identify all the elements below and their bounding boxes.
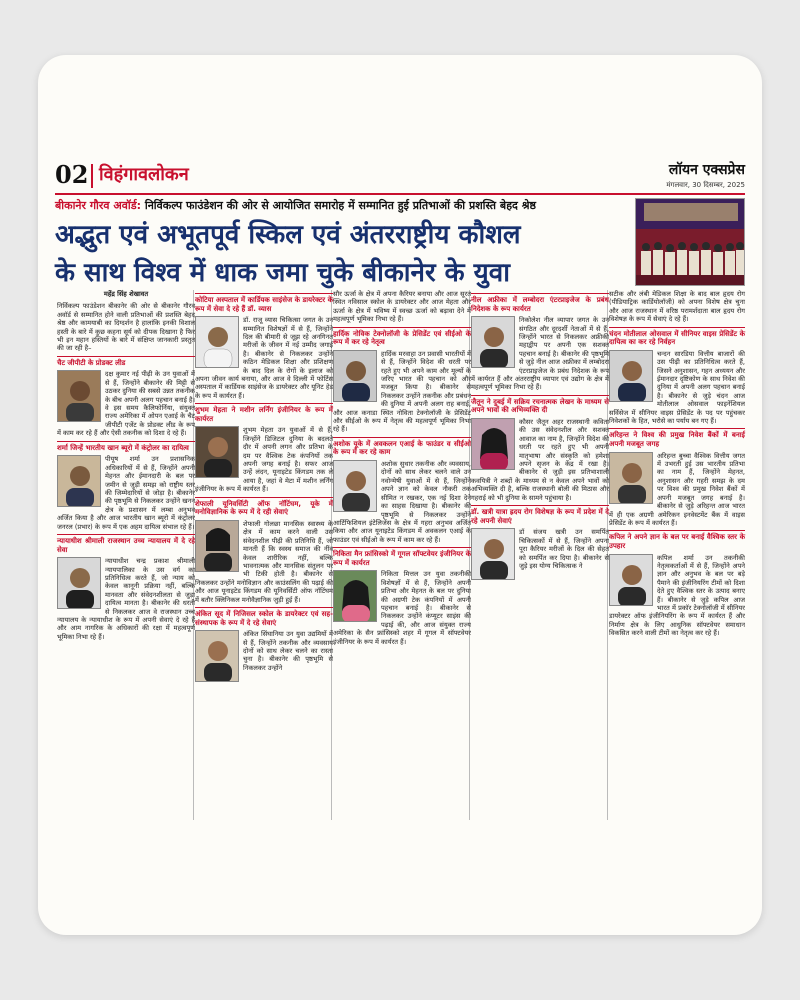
portrait-photo [333, 570, 377, 622]
section-title: विहंगावलोकन [99, 164, 189, 185]
portrait-photo [195, 426, 239, 478]
portrait-photo [57, 370, 101, 422]
story-text: निकोलेश नील व्यापार जगत के उन संगठित और दूरदर्शी नेताओं में से हैं, जिन्होंने भारत से निकलकर अफ्रीकी महाद्वीप पर अपनी एक सशक्त पहचान बनाई है। बीकानेर की पृष्ठभूमि से जुड़े नील आज अफ्रीका में लम्बोदरा एंटरप्राइजेज के प्रबंध निदेशक के रूप में कार्यरत हैं और अंतरराष्ट्रीय व्यापार एवं उद्योग के क्षेत्र में महत्वपूर्ण भूमिका निभा रहे हैं। [471, 316, 609, 392]
masthead-divider [91, 164, 93, 188]
story-heading: हार्दिक नोविक टेक्नोलॉजी के प्रेसिडेंट एवं सीईओ के रूप में कर रहे नेतृत्व [333, 327, 471, 347]
story-text: शुभम मेहता उन युवाओं में से हैं, जिन्होंने डिजिटल दुनिया के बदलते दौर में अपनी लगन और प्रतिभा के दम पर वैश्विक टेक कंपनियों तक अपनी जगह बनाई है। सफर आज उन्हें लंदन, यूनाइटेड किंगडम तक ले आया है, जहां वे मेटा में मशीन लर्निंग इंजीनियर के रूप में कार्यरत हैं। [195, 426, 333, 494]
byline: महेंद्र सिंह शेखावत [103, 290, 149, 298]
story [57, 370, 195, 437]
continued-text: सटीक और लंबी मेडिकल शिक्षा के बाद बाल हृदय रोग (पीडियाट्रिक कार्डियोलॉजी) को अपना विशेष क्षेत्र चुना और आज राजस्थान में वरिष्ठ परामर्शदाता बाल हृदय रोग विशेषज्ञ के रूप में सेवाएं दे रहे हैं। [609, 290, 745, 324]
story [471, 528, 609, 582]
story-heading: शेफाली यूनिवर्सिटी ऑफ नॉटिंघम, यूके में मनोविज्ञानिक के रूप में दे रही सेवाएं [195, 497, 333, 517]
story [333, 570, 471, 646]
story-heading: शर्मा जिन्हें भारतीय खान ब्यूरो में कंट्रोलर का दायित्व [57, 441, 195, 453]
portrait-photo [609, 350, 653, 402]
masthead [55, 160, 745, 192]
kicker-label: बीकानेर गौरव अवॉर्ड: [55, 199, 141, 212]
story-heading: निकिता मैन फ्रांसिस्को में गूगल सॉफ्टवेयर इंजीनियर के रूप में कार्यरत [333, 547, 471, 567]
story-heading: अंकित सूद में निजिसल स्कोल के डायरेक्टर एवं सह-संस्थापक के रूप में दे रहे सेवाएं [195, 607, 333, 627]
portrait-photo [609, 554, 653, 606]
story-text: हार्दिक मरवाहा उन प्रवासी भारतीयों में से हैं, जिन्होंने विदेश की धरती पर रहते हुए भी अपने काम और मूल्यों के जरिए भारत की पहचान को और मजबूत किया है। बीकानेर से निकलकर उन्होंने तकनीक और प्रबंधन की दुनिया में अपनी अलग राह बनाई, और आज कनाडा स्थित नोविता टेक्नोलॉजी के प्रेसिडेंट और सीईओ के रूप में नेतृत्व की महत्वपूर्ण भूमिका निभा रहे हैं। [333, 349, 471, 434]
story [609, 452, 745, 528]
story [333, 350, 471, 434]
column-3 [333, 290, 471, 648]
intro-text: निर्विकल्प फाउंडेशन बीकानेर की ओर से बीकानेर गौरव अवॉर्ड से सम्मानित होने वाली प्रतिभाओं की प्रशस्ति बेहद श्रेष्ठ और कामयाबी का दिग्दर्शन है हालांकि इनकी विशाल हस्ती के बारे में कुछ कहना सूर्य को दीपक दिखाना है फिर भी इन महान हस्तियों के बारे में संक्षिप्त जानकारी प्रस्तुत की जा रही है– [57, 302, 195, 353]
page-number: 02 [55, 160, 89, 189]
portrait-photo [57, 557, 101, 609]
story-text: कौसर जैतून अहर राजस्थानी कविता की उस संवेदनशील और सशक्त आवाज का नाम है, जिन्होंने विदेश की धरती पर रहते हुए भी अपनी मातृभाषा और संस्कृति को हमेशा अपने सृजन के केंद्र में रखा है। बीकानेर से जुड़ी इस प्रतिभाशाली कवयित्री ने शब्दों के माध्यम से न केवल अपने भावों को अभिव्यक्ति दी है, बल्कि राजस्थानी बोली की मिठास और गहराई को भी दुनिया के सामने पहुंचाया है। [471, 418, 609, 502]
portrait-photo [195, 520, 239, 572]
story [609, 554, 745, 638]
story [471, 316, 609, 392]
story [471, 418, 609, 502]
portrait-photo [609, 452, 653, 504]
story-text: कपिल शर्मा उन तकनीकी नेतृत्वकर्ताओं में से हैं, जिन्होंने अपने ज्ञान और अनुभव के बल पर बड़े पैमाने की इंजीनियरिंग टीमों को दिशा देते हुए वैश्विक स्तर के उत्पाद बनाए हैं। बीकानेर से जुड़े कपिल आज भारत में प्रकॉर टेक्नोलॉजी में सीनियर डायरेक्टर ऑफ इंजीनियरिंग के रूप में कार्यरत हैं और निर्माण क्षेत्र के लिए आधुनिक सॉफ्टवेयर समाधान विकसित करने वाली टीमों का नेतृत्व कर रहे हैं। [609, 553, 745, 638]
continued-text: सौर ऊर्जा के क्षेत्र में अपना कैरियर बनाया और आज सूरत स्थित नविसाल स्कोल के डायरेक्टर और आज मेहता और ऊर्जा के क्षेत्र में भविष्य में स्वच्छ ऊर्जा को बढ़ावा देने में महत्वपूर्ण भूमिका निभा रहे हैं। [333, 290, 471, 324]
column-1 [57, 290, 195, 643]
story-heading: जैतून ने दुबई में सक्रिय रचनात्मक लेखन के माध्यम से अपने भावों की अभिव्यक्ति दी [471, 395, 609, 415]
portrait-photo [471, 316, 515, 368]
newspaper-brand: लॉयन एक्सप्रेस [668, 162, 745, 178]
story-text: निकिता मित्तल उन युवा तकनीकी विशेषज्ञों में से हैं, जिन्होंने अपनी प्रतिभा और मेहनत के बल पर दुनिया की अग्रणी टेक कंपनियों में अपनी पहचान बनाई है। बीकानेर से निकलकर उन्होंने कंप्यूटर साइंस की पढ़ाई की, और आज संयुक्त राज्य अमेरिका के सैन फ्रांसिस्को शहर में गूगल में सॉफ्टवेयर इंजीनियर के रूप में कार्यरत हैं। [333, 570, 471, 646]
story-text: अंकित सिंघानिया उन युवा उद्यमियों में से हैं, जिन्होंने तकनीक और व्यवसाय दोनों को साथ लेकर चलने का रास्ता चुना है। बीकानेर की पृष्ठभूमि से निकलकर उन्होंने [243, 630, 333, 672]
masthead-rule [55, 193, 745, 195]
story [609, 350, 745, 426]
main-headline [55, 216, 630, 292]
kicker-text: निर्विकल्प फाउंडेशन की ओर से आयोजित समारोह में सम्मानित हुई प्रतिभाओं की प्रशस्ति बेहद श्रेष्ठ [144, 199, 536, 212]
story-heading: चैट जीपीटी के प्रोडक्ट लीड [57, 356, 195, 368]
portrait-photo [333, 460, 377, 512]
story-heading: अशोक यूके में अवकलन एआई के फाउंडर व सीईओ के रूप में कर रहे काम [333, 437, 471, 457]
story [195, 630, 333, 684]
story-text: दक्ष कुमार नई पीढ़ी के उन युवाओं में से हैं, जिन्होंने बीकानेर की मिट्टी से उठकर दुनिया की सबसे उन्नत तकनीक के बीच अपनी अलग पहचान बनाई है। वे इस समय कैलिफोर्निया, संयुक्त राज्य अमेरिका में ओपन एआई के चैट जीपीटी एजेंट के प्रोडक्ट लीड के रूप में काम कर रहे हैं और ऐसी तकनीक को दिशा दे रहे हैं। [57, 370, 195, 438]
story [195, 316, 333, 400]
story-heading: कोटिया अस्पताल में कार्डियक साइंसेज के डायरेक्टर के रूप में सेवा दे रहे हैं डॉ. व्यास [195, 293, 333, 313]
kicker [55, 198, 635, 213]
story-heading: अरिहन्त ने विश्व की प्रमुख निवेश बैंकों में बनाई अपनी मजबूत जगह [609, 428, 745, 448]
column-2 [195, 290, 333, 686]
story [57, 557, 195, 641]
story [195, 520, 333, 604]
column-4 [471, 290, 609, 584]
story-heading: चंदन मोतीलाल ओसवाल में सीनियर वाइस प्रेसिडेंट के दायित्व का कर रहे निर्वहन [609, 327, 745, 347]
portrait-photo [471, 528, 515, 580]
story-text: चन्दन सारडिया वित्तीय बाजारों की उस पीढ़ी का प्रतिनिधित्व करते हैं, जिसने अनुशासन, गहन अध्ययन और ईमानदार दृष्टिकोण के साथ निवेश की दुनिया में अपनी अलग पहचान बनाई है। बीकानेर से जुड़े चंदन आज मोतीलाल ओसवाल फाइनेंशियल सर्विसेज में सीनियर वाइस प्रेसिडेंट के पद पर पहुंचकर निवेशकों के हित, भरोसे का पर्याय बन गए हैं। [609, 349, 745, 426]
portrait-photo [57, 455, 101, 507]
column-5 [609, 290, 745, 640]
story-text: शेफाली गोलछा मानसिक स्वास्थ्य के क्षेत्र में काम करने वाली उस संवेदनशील पीढ़ी की प्रतिनिधि हैं, जो मानती हैं कि स्वस्थ समाज की नींव केवल शारीरिक नहीं, बल्कि भावनात्मक और मानसिक संतुलन पर भी टिकी होती है। बीकानेर से निकलकर उन्होंने मनोविज्ञान और काउंसलिंग की पढ़ाई की और आज यूनाइटेड किंगडम की यूनिवर्सिटी ऑफ नॉटिंघम में बतौर क्लिनिकल मनोवैज्ञानिक जुड़ी हुई हैं। [195, 519, 333, 604]
issue-date: मंगलवार, 30 दिसम्बर, 2025 [666, 181, 745, 189]
story [195, 426, 333, 493]
story-text: डॉ. राजू व्यास चिकित्सा जगत के उन सम्मानित विशेषज्ञों में से हैं, जिन्होंने दिल की बीमारी से जूझ रहे अनगिनत मरीजों के जीवन में नई उम्मीद जगाई है। बीकानेर से निकलकर उन्होंने कठिन मेडिकल शिक्षा और प्रशिक्षण के बाद दिल के रोगों के इलाज को अपना जीवन कार्य बनाया, और आज वे दिल्ली में फोर्टिस अस्पताल में कार्डियक साइंसेज के डायरेक्टर और यूनिट हेड के रूप में कार्यरत हैं। [195, 316, 333, 400]
event-group-photo [635, 198, 745, 286]
story [57, 455, 195, 531]
story-text: न्यायाधीश चन्द्र प्रकाश श्रीमाली न्यायपालिका के उस वर्ग का प्रतिनिधित्व करते हैं, जो न्याय को केवल कानूनी प्रक्रिया नहीं, बल्कि मानवता और संवेदनशीलता से जुड़ा दायित्व मानता है। बीकानेर की धरती से निकलकर आज वे राजस्थान उच्च न्यायालय के न्यायाधीश के रूप में अपनी सेवाएं दे रहे हैं और आम नागरिक के अधिकारों की रक्षा में महत्वपूर्ण भूमिका निभा रहे हैं। [57, 557, 195, 641]
story-heading: डॉ. खत्री यात्रा ह्रदय रोग विशेषज्ञ के रूप में प्रदेश में दे रहे अपनी सेवाएं [471, 505, 609, 525]
portrait-photo [471, 418, 515, 470]
portrait-photo [195, 630, 239, 682]
story-heading: नील अफ्रीका में लम्बोदरा एंटरप्राइजेज के प्रबंध निदेशक के रूप कार्यरत [471, 293, 609, 313]
story-text: अरिहन्त बुच्चा वैश्विक वित्तीय जगत में उभरती हुई उस भारतीय प्रतिभा का नाम हैं, जिन्होंने मेहनत, अनुशासन और गहरी समझ के दम पर विश्व की प्रमुख निवेश बैंकों में अपनी मजबूत जगह बनाई है। बीकानेर से जुड़े अरिहन्त आज भारत में ही एक अग्रणी अमेरिकन इनवेस्टमेंट बैंक में वाइस प्रेसिडेंट के रूप में कार्यरत हैं। [609, 451, 745, 527]
story-text: अशोक सुथार तकनीक और व्यवसाय, दोनों को साथ लेकर चलने वाले उन नवोन्मेषी युवाओं में से हैं, जिन्होंने अपने ज्ञान को केवल नौकरी तक सीमित न रखकर, एक नई दिशा देने का साहस दिखाया है। बीकानेर की पृष्ठभूमि से निकलकर उन्होंने आर्टिफिशियल इंटेलिजेंस के क्षेत्र में गहरा अनुभव अर्जित किया और आज यूनाइटेड किंगडम में अवकलन एआई के फाउंडर एवं सीईओ के रूप में काम कर रहे हैं। [333, 460, 471, 544]
story-text: पीयूष शर्मा उन प्रशासनिक अधिकारियों में से हैं, जिन्होंने अपनी मेहनत और ईमानदारी के बल पर जमीन से जुड़ी समझ को राष्ट्रीय स्तर की जिम्मेदारियों से जोड़ा है। बीकानेर की पृष्ठभूमि से निकलकर उन्होंने खनन क्षेत्र के प्रशासन में लम्बा अनुभव अर्जित किया है और आज भारतीय खान ब्यूरो में कंट्रोलर जनरल (प्रभार) के रूप में एक अहम दायित्व संभाल रहे हैं। [57, 455, 195, 531]
story-heading: शुभम मेहता ने मशीन लर्निंग इंजीनियर के रूप में कार्यरत [195, 403, 333, 423]
portrait-photo [333, 350, 377, 402]
headline-line-2: के साथ विश्व में धाक जमा चुके बीकानेर के युवा [55, 258, 510, 288]
portrait-photo [195, 316, 239, 368]
story-text: डॉ संजय खत्री उन समर्पित चिकित्सकों में से हैं, जिन्होंने अपना पूरा कैरियर मरीजों के दिल की सेहत को समर्पित कर दिया है। बीकानेर से जुड़े इस योग्य चिकित्सक ने [519, 528, 609, 570]
story-heading: कपिल ने अपने ज्ञान के बल पर बनाई वैश्विक स्तर के उपहार [609, 530, 745, 550]
story [333, 460, 471, 544]
story-heading: न्यायाधीश श्रीमाली राजस्थान उच्च न्यायालय में दे रहे सेवा [57, 534, 195, 554]
headline-line-1: अद्भुत एवं अभूतपूर्व स्किल एवं अंतरराष्ट्रीय कौशल [55, 220, 521, 250]
